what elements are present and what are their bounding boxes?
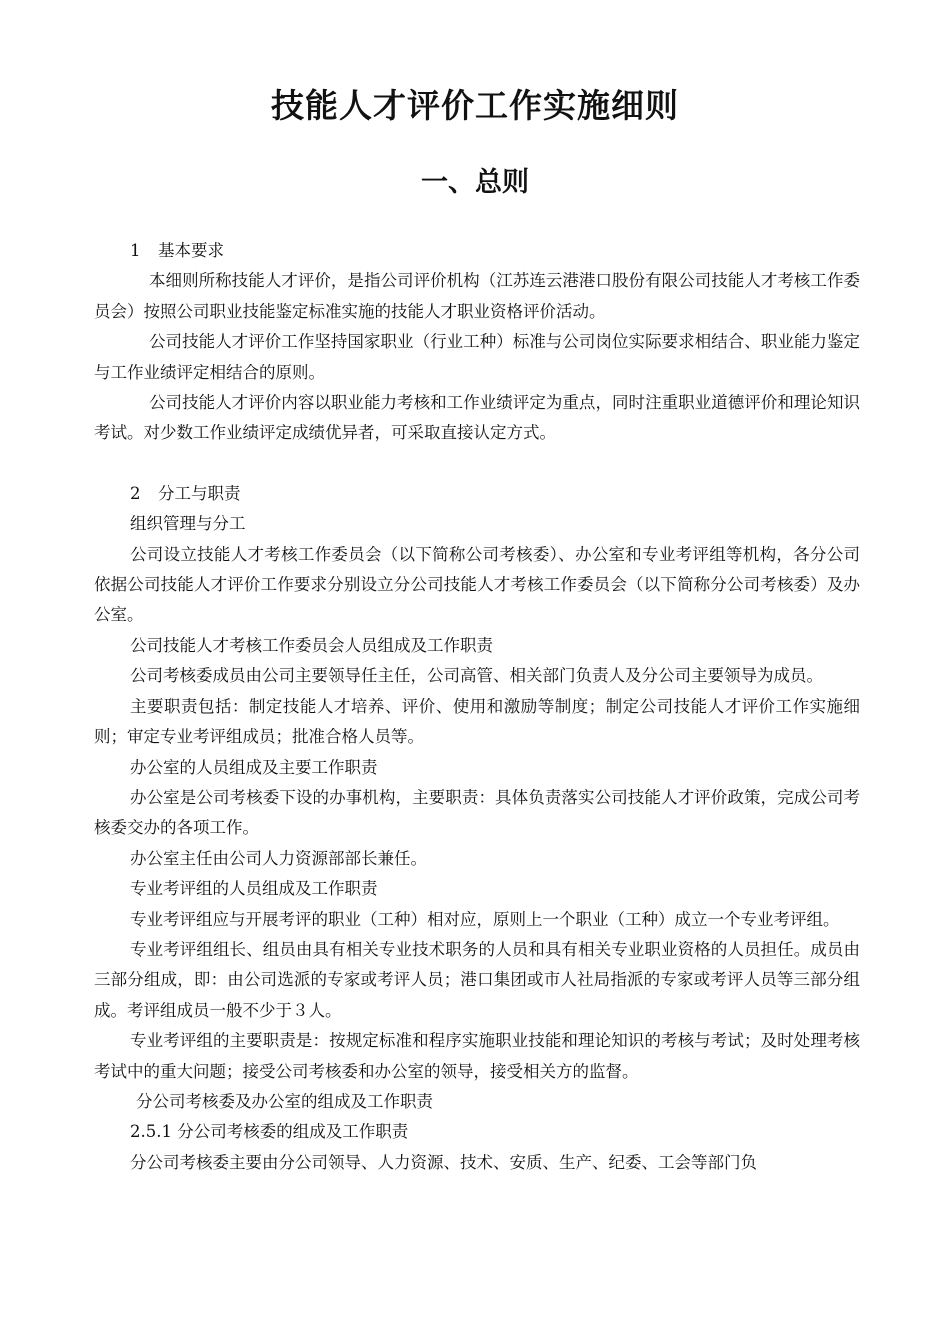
paragraph: 分公司考核委主要由分公司领导、人力资源、技术、安质、生产、纪委、工会等部门负 [130, 1152, 757, 1172]
subsection-heading: 办公室的人员组成及主要工作职责 [130, 757, 378, 777]
section-title: 分工与职责 [158, 483, 241, 503]
paragraph: 办公室主任由公司人力资源部部长兼任。 [130, 848, 427, 868]
document-title: 技能人才评价工作实施细则 [271, 86, 679, 125]
subsection-heading: 专业考评组的人员组成及工作职责 [130, 879, 378, 899]
section-heading-1 [94, 236, 860, 266]
chapter-heading: 一、总则 [421, 167, 529, 198]
document-body [94, 236, 860, 1178]
paragraph: 公司技能人才评价内容以职业能力考核和工作业绩评定为重点，同时注重职业道德评价和理论知识考试。对少数工作业绩评定成绩优异者，可采取直接认定方式。 [94, 393, 860, 443]
subsection-heading: 2.5.1 分公司考核委的组成及工作职责 [130, 1122, 409, 1142]
section-title: 基本要求 [158, 241, 224, 260]
paragraph: 主要职责包括：制定技能人才培养、评价、使用和激励等制度；制定公司技能人才评价工作实施细则；审定专业考评组成员；批准合格人员等。 [94, 696, 860, 747]
section-number: 2 [130, 483, 141, 503]
paragraph: 公司技能人才评价工作坚持国家职业（行业工种）标准与公司岗位实际要求相结合、职业能力鉴定与工作业绩评定相结合的原则。 [94, 332, 860, 382]
paragraph: 专业考评组应与开展考评的职业（工种）相对应，原则上一个职业（工种）成立一个专业考评组。 [130, 909, 840, 929]
subsection-heading: 分公司考核委及办公室的组成及工作职责 [136, 1091, 433, 1111]
paragraph: 专业考评组组长、组员由具有相关专业技术职务的人员和具有相关专业职业资格的人员担任。成员由三部分组成，即：由公司选派的专家或考评人员；港口集团或市人社局指派的专家或考评人员等三部分组成。考评组成员一般不少于３人。 [94, 939, 860, 1020]
paragraph: 本细则所称技能人才评价，是指公司评价机构（江苏连云港港口股份有限公司技能人才考核工作委员会）按照公司职业技能鉴定标准实施的技能人才职业资格评价活动。 [94, 271, 860, 321]
subsection-heading: 公司技能人才考核工作委员会人员组成及工作职责 [130, 635, 493, 655]
section-number: 1 [130, 241, 141, 260]
subsection-heading: 组织管理与分工 [130, 514, 246, 534]
paragraph: 专业考评组的主要职责是：按规定标准和程序实施职业技能和理论知识的考核与考试；及时处理考核考试中的重大问题；接受公司考核委和办公室的领导，接受相关方的监督。 [94, 1031, 860, 1081]
section-heading-2 [94, 479, 860, 509]
paragraph: 公司设立技能人才考核工作委员会（以下简称公司考核委）、办公室和专业考评组等机构，各分公司依据公司技能人才评价工作要求分别设立分公司技能人才考核工作委员会（以下简称分公司考核委）及办公室。 [94, 544, 860, 625]
paragraph: 办公室是公司考核委下设的办事机构，主要职责：具体负责落实公司技能人才评价政策，完成公司考核委交办的各项工作。 [94, 787, 860, 838]
paragraph: 公司考核委成员由公司主要领导任主任，公司高管、相关部门负责人及分公司主要领导为成员。 [130, 666, 823, 686]
